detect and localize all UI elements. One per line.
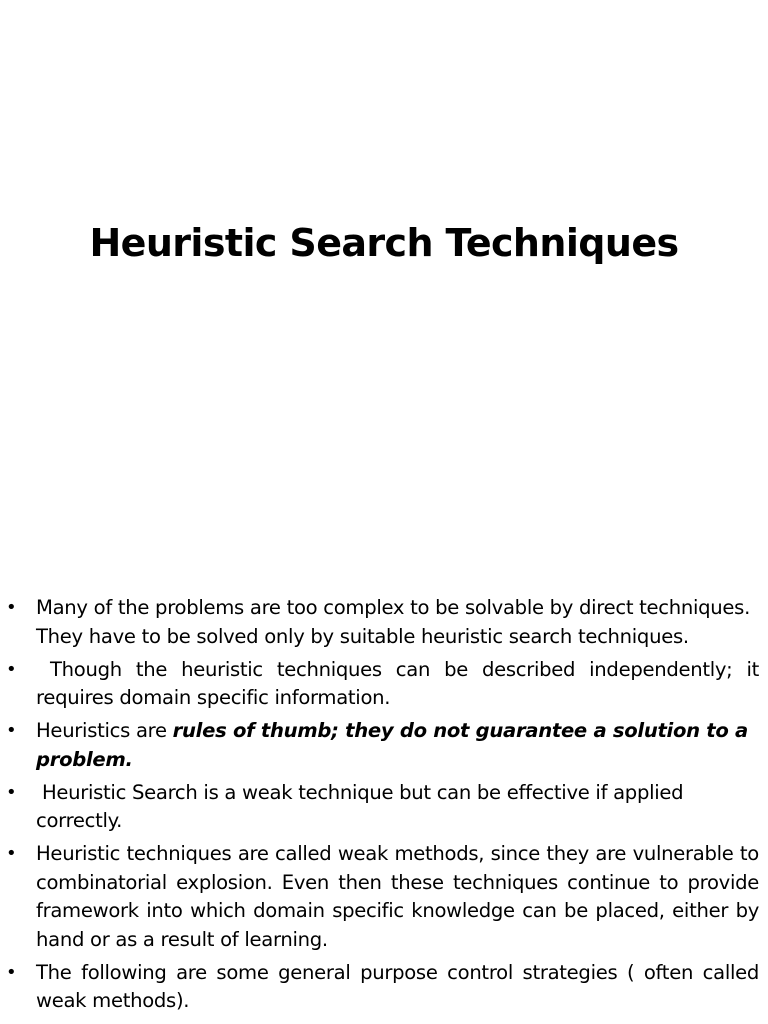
bullet-text: Heuristic Search is a weak technique but can be effective if applied correctly. bbox=[36, 780, 690, 832]
bullet-dot-icon: • bbox=[6, 597, 17, 618]
bullet-text: Heuristic techniques are called weak methods, since they are vulnerable to combinatorial explosion. Even then these techniques continue to provide framework into which domain specific knowledge can be placed, either by hand or as a result of learning. bbox=[36, 842, 759, 951]
bullet-list bbox=[0, 594, 768, 1020]
slide-title: Heuristic Search Techniques bbox=[89, 221, 679, 265]
bullet-dot-icon: • bbox=[6, 843, 17, 864]
bullet-text: Many of the problems are too complex to be solvable by direct techniques. They have to be solved only by suitable heuristic search techniques. bbox=[36, 596, 750, 648]
bullet-item bbox=[0, 959, 768, 1016]
bullet-dot-icon: • bbox=[6, 720, 17, 741]
bullet-item bbox=[0, 840, 768, 954]
bullet-dot-icon: • bbox=[6, 658, 17, 680]
bullet-text-prefix: Heuristics are bbox=[36, 719, 173, 742]
bullet-text: The following are some general purpose control strategies ( often called weak methods). bbox=[36, 960, 759, 1012]
bullet-text-emphasis: rules of thumb; they do not guarantee a solution to a problem. bbox=[36, 719, 748, 771]
bullet-item bbox=[0, 779, 768, 836]
bullet-text: Though the heuristic techniques can be described independently; it requires domain specific information. bbox=[36, 657, 765, 709]
bullet-dot-icon: • bbox=[6, 781, 17, 803]
bullet-item bbox=[0, 656, 768, 713]
bullet-item bbox=[0, 594, 768, 651]
bullet-item bbox=[0, 717, 768, 774]
bullet-dot-icon: • bbox=[6, 961, 17, 983]
